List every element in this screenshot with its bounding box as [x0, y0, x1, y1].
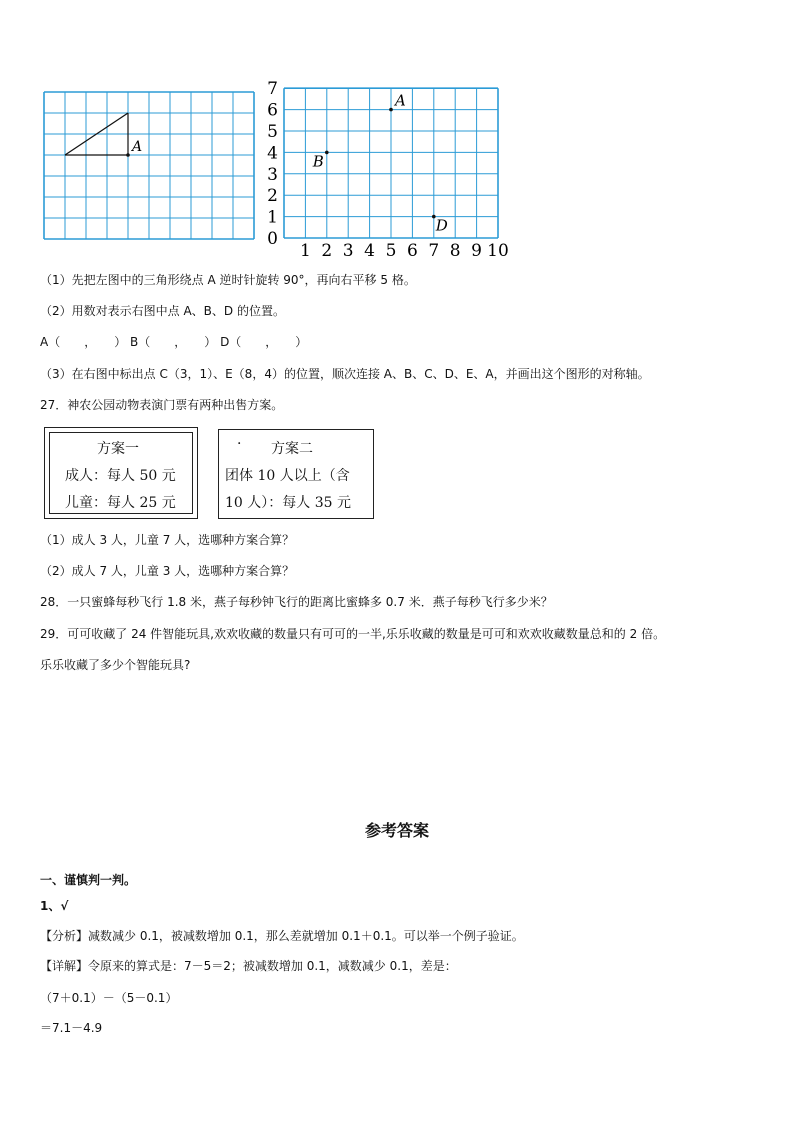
answers-expression-1: （7＋0.1）－（5－0.1） — [40, 991, 178, 1005]
answers-section: 一、谨慎判一判。 — [40, 873, 137, 887]
question-29-line-2: 乐乐收藏了多少个智能玩具? — [40, 658, 191, 672]
x-tick-label: 7 — [428, 241, 440, 260]
question-27-1: （1）成人 3 人，儿童 7 人，选哪种方案合算？ — [40, 533, 295, 547]
answers-detail: 【详解】令原来的算式是：7－5＝2；被减数增加 0.1，减数减少 0.1，差是： — [40, 959, 457, 973]
right-coordinate-figure — [262, 78, 512, 260]
x-tick-label: 8 — [449, 241, 461, 260]
x-tick-label: 5 — [385, 241, 397, 260]
answers-analysis: 【分析】减数减少 0.1，被减数增加 0.1，那么差就增加 0.1＋0.1。可以举一个例子验证。 — [40, 929, 524, 943]
answers-expression-2: ＝7.1－4.9 — [40, 1021, 103, 1035]
plan-2-dot: · — [237, 436, 242, 452]
question-1: （1）先把左图中的三角形绕点 A 逆时针旋转 90°，再向右平移 5 格。 — [40, 273, 416, 287]
plan-2-title: 方案二 — [271, 441, 313, 457]
y-tick-label: 0 — [267, 229, 278, 249]
point-a-label: A — [395, 91, 406, 110]
question-29-line-1: 29．可可收藏了 24 件智能玩具,欢欢收藏的数量只有可可的一半,乐乐收藏的数量是可可和欢欢收藏数量总和的 2 倍。 — [40, 627, 666, 641]
plan-2-box — [218, 429, 374, 519]
plan-1-adult: 成人：每人 50 元 — [65, 468, 176, 484]
plan-1-child: 儿童：每人 25 元 — [65, 495, 176, 511]
y-tick-label: 4 — [267, 143, 278, 164]
y-tick-label: 6 — [267, 100, 278, 121]
question-28: 28．一只蜜蜂每秒飞行 1.8 米，燕子每秒钟飞行的距离比蜜蜂多 0.7 米．燕子每秒飞行多少米？ — [40, 595, 553, 609]
y-tick-label: 5 — [267, 122, 278, 142]
question-27: 27．神农公园动物表演门票有两种出售方案。 — [40, 398, 284, 412]
point-a-dot — [389, 108, 393, 112]
plan-2-line1: 团体 10 人以上（含 — [225, 468, 350, 484]
y-tick-label: 2 — [267, 186, 278, 207]
y-tick-label: 1 — [267, 207, 278, 228]
x-tick-label: 9 — [471, 241, 483, 260]
plan-1-box — [44, 427, 198, 519]
point-b-dot — [325, 151, 329, 155]
left-grid-figure — [40, 88, 262, 246]
plan-1-title: 方案一 — [97, 441, 139, 457]
point-b-label: B — [312, 152, 324, 171]
question-3: （3）在右图中标出点 C（3，1）、E（8，4）的位置，顺次连接 A、B、C、D、E、A，并画出这个图形的对称轴。 — [40, 367, 650, 381]
x-tick-label: 3 — [342, 241, 354, 260]
point-a-label: A — [132, 139, 143, 155]
answers-item-1: 1、√ — [40, 899, 69, 913]
question-2-blanks: A（ ， ） B（ ， ） D（ ， ） — [40, 335, 308, 349]
y-tick-label: 3 — [267, 164, 278, 185]
x-tick-label: 10 — [487, 241, 509, 260]
x-tick-label: 2 — [321, 241, 333, 260]
answers-title: 参考答案 — [364, 821, 429, 840]
left-grid — [44, 92, 254, 239]
question-2: （2）用数对表示右图中点 A、B、D 的位置。 — [40, 304, 285, 318]
point-a-dot — [126, 153, 130, 157]
y-tick-label: 7 — [267, 79, 278, 100]
point-d-label: D — [435, 216, 448, 235]
plan-2-line2: 10 人）：每人 35 元 — [225, 495, 351, 511]
question-27-2: （2）成人 7 人，儿童 3 人，选哪种方案合算？ — [40, 564, 295, 578]
x-tick-label: 4 — [364, 241, 376, 260]
x-tick-label: 1 — [299, 241, 311, 260]
x-tick-label: 6 — [406, 241, 418, 260]
